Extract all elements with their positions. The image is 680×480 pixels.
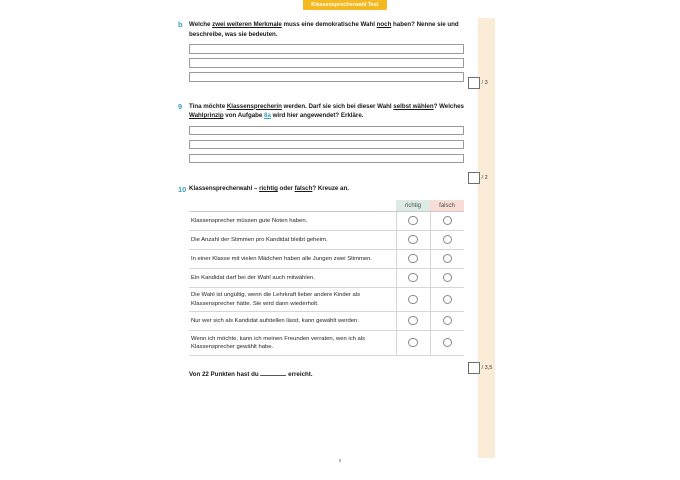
question-10-part-0: Klassensprecherwahl –	[189, 185, 260, 193]
answer-line[interactable]	[189, 126, 464, 136]
radio-richtig[interactable]	[396, 250, 430, 269]
radio-circle-icon[interactable]	[443, 235, 452, 244]
radio-richtig[interactable]	[396, 312, 430, 331]
radio-circle-icon[interactable]	[443, 273, 452, 282]
question-b-text	[189, 20, 464, 39]
question-9-part-6: von Aufgabe	[223, 112, 265, 120]
statement-text: Nur wer sich als Kandidat aufstellen lässt, kann gewählt werden.	[189, 312, 396, 331]
radio-circle-icon[interactable]	[443, 216, 452, 225]
total-score-sentence	[189, 369, 464, 378]
question-9-part-1: Klassensprecherin	[226, 102, 282, 110]
question-10	[178, 184, 464, 377]
statement-text: Ein Kandidat darf bei der Wahl auch mitwählen.	[189, 269, 396, 288]
table-header-falsch: falsch	[430, 200, 464, 212]
radio-richtig[interactable]	[396, 231, 430, 250]
statement-text: Wenn ich möchte, kann ich meinen Freunden verraten, wen ich als Klassensprecher gewählt habe.	[189, 331, 396, 355]
question-9-reference-link[interactable]: 8a	[264, 112, 271, 120]
question-b-part-2: muss eine demokratische Wahl	[281, 21, 377, 28]
answer-line[interactable]	[189, 58, 464, 68]
document-tab-label: Klassensprecherwahl Test	[311, 2, 379, 8]
question-b-answer-lines	[189, 44, 464, 82]
question-9-part-3: selbst wählen	[393, 102, 434, 110]
score-input-box[interactable]	[468, 77, 480, 89]
radio-circle-icon[interactable]	[408, 316, 417, 325]
radio-circle-icon[interactable]	[443, 316, 452, 325]
radio-falsch[interactable]	[430, 269, 464, 288]
radio-richtig[interactable]	[396, 331, 430, 355]
radio-falsch[interactable]	[430, 212, 464, 231]
score-box-question-b	[468, 77, 488, 89]
question-9-text	[189, 102, 464, 121]
question-9-part-0: Tina möchte	[189, 102, 227, 110]
statement-text: In einer Klasse mit vielen Mädchen haben alle Jungen zwei Stimmen.	[189, 250, 396, 269]
table-row	[189, 212, 464, 231]
question-10-part-2: oder	[277, 185, 295, 193]
radio-circle-icon[interactable]	[443, 295, 452, 304]
total-score-suffix: erreicht.	[288, 370, 313, 378]
question-b-part-1: zwei weiteren Merkmale	[212, 21, 282, 28]
question-9-part-4: ? Welches	[433, 102, 464, 110]
table-row	[189, 250, 464, 269]
table-header	[189, 200, 464, 212]
radio-circle-icon[interactable]	[443, 338, 452, 347]
radio-richtig[interactable]	[396, 269, 430, 288]
table-header-richtig: richtig	[396, 200, 430, 212]
radio-circle-icon[interactable]	[408, 273, 417, 282]
radio-richtig[interactable]	[396, 212, 430, 231]
radio-falsch[interactable]	[430, 331, 464, 355]
score-max-label: / 3	[481, 80, 488, 86]
score-box-question-10	[468, 362, 492, 374]
question-9-answer-lines	[189, 126, 464, 164]
radio-circle-icon[interactable]	[408, 338, 417, 347]
radio-circle-icon[interactable]	[408, 295, 417, 304]
question-b-part-3: noch	[376, 21, 392, 28]
radio-richtig[interactable]	[396, 288, 430, 312]
question-9	[178, 102, 464, 164]
question-10-number: 10	[178, 184, 187, 194]
score-max-label: / 3,5	[481, 365, 493, 371]
table-row	[189, 288, 464, 312]
table-header-statement	[189, 200, 396, 212]
radio-circle-icon[interactable]	[408, 235, 417, 244]
statement-text: Die Anzahl der Stimmen pro Kandidat bleibt geheim.	[189, 231, 396, 250]
score-max-label: / 2	[481, 175, 488, 181]
radio-falsch[interactable]	[430, 312, 464, 331]
page-number: 5	[338, 458, 342, 463]
score-input-box[interactable]	[468, 362, 480, 374]
statement-text: Klassensprecher müssen gute Noten haben.	[189, 212, 396, 231]
answer-line[interactable]	[189, 72, 464, 82]
question-10-part-1: richtig	[259, 185, 278, 193]
document-tab[interactable]	[303, 0, 387, 10]
total-score-prefix: Von 22 Punkten hast du	[189, 370, 259, 378]
answer-line[interactable]	[189, 140, 464, 150]
question-10-text	[189, 184, 349, 194]
table-row	[189, 269, 464, 288]
table-row	[189, 231, 464, 250]
question-9-part-8: wird hier angewendet? Erkläre.	[270, 112, 364, 120]
question-b-part-4: haben? Nenne sie und beschreibe, was sie bedeuten.	[189, 21, 459, 38]
true-false-table	[189, 200, 464, 355]
question-b-part-0: Welche	[189, 21, 213, 28]
table-body	[189, 212, 464, 355]
question-9-number: 9	[178, 101, 183, 111]
question-10-part-4: ? Kreuze an.	[312, 185, 349, 193]
radio-circle-icon[interactable]	[408, 216, 417, 225]
statement-text: Die Wahl ist ungültig, wenn die Lehrkraft lieber andere Kinder als Klassensprecher hätte. Sie wird dann wiederholt.	[189, 288, 396, 312]
question-b-number: b	[178, 20, 183, 30]
total-score-blank[interactable]	[260, 369, 286, 376]
question-9-part-5: Wahlprinzip	[189, 112, 224, 120]
table-header-row	[189, 200, 464, 212]
answer-line[interactable]	[189, 154, 464, 164]
radio-circle-icon[interactable]	[443, 254, 452, 263]
score-input-box[interactable]	[468, 172, 480, 184]
question-9-part-2: werden. Darf sie sich bei dieser Wahl	[281, 102, 394, 110]
score-box-question-9	[468, 172, 488, 184]
question-10-part-3: falsch	[294, 185, 313, 193]
radio-falsch[interactable]	[430, 288, 464, 312]
page-content	[178, 20, 464, 378]
radio-circle-icon[interactable]	[408, 254, 417, 263]
table-row	[189, 312, 464, 331]
table-row	[189, 331, 464, 355]
radio-falsch[interactable]	[430, 231, 464, 250]
radio-falsch[interactable]	[430, 250, 464, 269]
question-b	[178, 20, 464, 82]
answer-line[interactable]	[189, 44, 464, 54]
